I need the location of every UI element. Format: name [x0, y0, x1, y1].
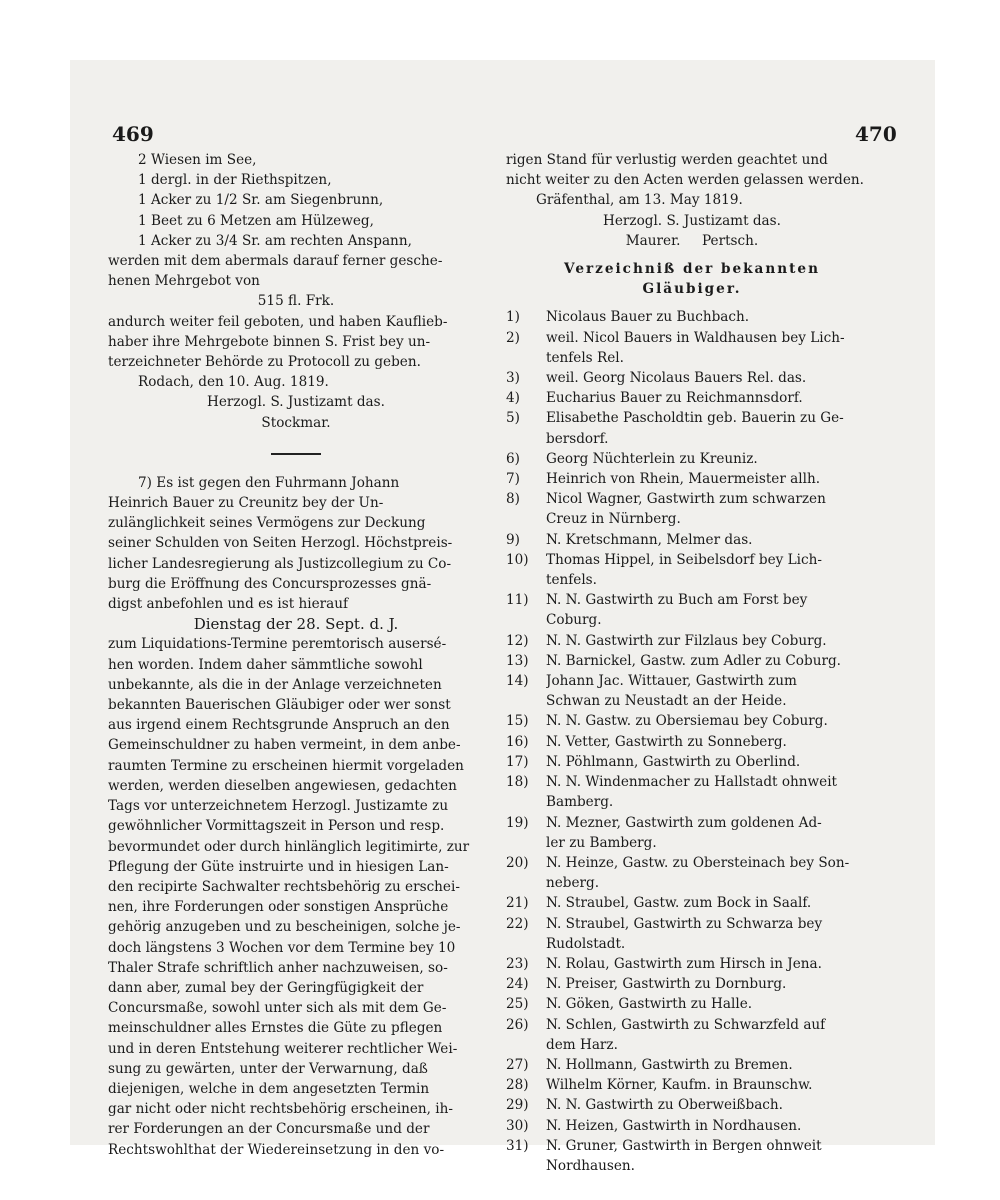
- creditor-number: 26): [506, 1016, 529, 1033]
- creditor-text: [546, 711, 878, 731]
- page-number-left: 469: [112, 122, 154, 146]
- para-line: burg die Eröffnung des Concursprozesses gnä-: [108, 575, 432, 592]
- para-line: gehörig anzugeben und zu bescheinigen, solche je-: [108, 919, 461, 936]
- creditor-line: neberg.: [546, 875, 600, 892]
- para-line: sung zu gewärten, unter der Verwarnung, daß: [108, 1060, 428, 1077]
- creditor-number: 19): [506, 814, 529, 831]
- para-line: den recipirte Sachwalter rechtsbehörig zu erschei-: [108, 878, 460, 895]
- creditor-text: [546, 752, 878, 772]
- para-line: aus irgend einem Rechtsgrunde Anspruch an den: [108, 717, 450, 734]
- signatures: Maurer. Pertsch.: [625, 232, 759, 249]
- parcel-list: [108, 150, 484, 251]
- para-line: Gemeinschuldner zu haben vermeint, in dem anbe-: [108, 737, 461, 754]
- creditor-number: 8): [506, 491, 520, 508]
- creditor-text: [546, 813, 878, 853]
- creditor-number: 11): [506, 592, 529, 609]
- creditor-entry: [506, 853, 878, 893]
- creditor-number: 30): [506, 1117, 529, 1134]
- creditor-entry: [506, 711, 878, 731]
- creditor-text: [546, 954, 878, 974]
- creditor-line: N. Kretschmann, Melmer das.: [546, 531, 753, 548]
- creditor-text: [546, 408, 878, 448]
- para-line: bekannten Bauerischen Gläubiger oder wer sonst: [108, 697, 451, 714]
- creditor-text: [546, 388, 878, 408]
- creditor-line: Schwan zu Neustadt an der Heide.: [546, 693, 787, 710]
- creditor-number: 14): [506, 673, 529, 690]
- creditor-number: 6): [506, 450, 520, 467]
- creditor-line: Nicol Wagner, Gastwirth zum schwarzen: [546, 491, 826, 508]
- creditor-line: weil. Nicol Bauers in Waldhausen bey Lich-: [546, 329, 845, 346]
- creditor-number: 5): [506, 410, 520, 427]
- creditor-number: 31): [506, 1137, 529, 1154]
- amount: 515 fl. Frk.: [257, 293, 335, 310]
- creditor-text: [546, 449, 878, 469]
- creditor-number: 15): [506, 713, 529, 730]
- creditor-entry: [506, 530, 878, 550]
- creditor-line: N. N. Gastw. zu Obersiemau bey Coburg.: [546, 713, 828, 730]
- list-heading-sub: Gläubiger.: [642, 281, 742, 298]
- creditor-entry: [506, 954, 878, 974]
- creditor-text: [546, 853, 878, 893]
- creditor-number: 1): [506, 309, 520, 326]
- creditor-line: N. Hollmann, Gastwirth zu Bremen.: [546, 1056, 793, 1073]
- creditor-text: [546, 1075, 878, 1095]
- text-line: henen Mehrgebot von: [108, 273, 260, 290]
- creditor-entry: [506, 772, 878, 812]
- creditor-line: Georg Nüchterlein zu Kreuniz.: [546, 450, 758, 467]
- creditor-number: 23): [506, 955, 529, 972]
- creditor-line: Nicolaus Bauer zu Buchbach.: [546, 309, 750, 326]
- creditor-line: N. Rolau, Gastwirth zum Hirsch in Jena.: [546, 955, 822, 972]
- creditor-line: Nordhausen.: [546, 1157, 635, 1174]
- creditor-number: 17): [506, 753, 529, 770]
- creditor-line: weil. Georg Nicolaus Bauers Rel. das.: [546, 370, 807, 387]
- creditor-line: N. Straubel, Gastw. zum Bock in Saalf.: [546, 895, 812, 912]
- date-line: Dienstag der 28. Sept. d. J.: [193, 615, 399, 634]
- creditor-entry: [506, 307, 878, 327]
- right-column: [506, 150, 878, 1176]
- para-line: diejenigen, welche in dem angesetzten Termin: [108, 1080, 430, 1097]
- parcel-line: 1 Acker zu 1/2 Sr. am Siegenbrunn,: [138, 192, 384, 209]
- creditor-text: [546, 772, 878, 812]
- creditor-text: [546, 590, 878, 630]
- creditor-list: [506, 307, 878, 1176]
- parcel-line: 2 Wiesen im See,: [138, 152, 257, 168]
- creditor-text: [546, 994, 878, 1014]
- creditor-line: Thomas Hippel, in Seibelsdorf bey Lich-: [546, 551, 822, 568]
- creditor-entry: [506, 994, 878, 1014]
- creditor-line: bersdorf.: [546, 430, 609, 447]
- creditor-line: N. Barnickel, Gastw. zum Adler zu Coburg.: [546, 652, 841, 669]
- creditor-number: 16): [506, 733, 529, 750]
- creditor-entry: [506, 489, 878, 529]
- creditor-entry: [506, 590, 878, 630]
- creditor-number: 2): [506, 329, 520, 346]
- creditor-text: [546, 1015, 878, 1055]
- creditor-line: dem Harz.: [546, 1036, 618, 1053]
- creditor-line: Eucharius Bauer zu Reichmannsdorf.: [546, 390, 803, 407]
- text-line: nicht weiter zu den Acten werden gelassen werden.: [506, 172, 864, 189]
- section-divider: [271, 453, 321, 455]
- creditor-text: [546, 732, 878, 752]
- creditor-line: Bamberg.: [546, 794, 614, 811]
- para-line: Thaler Strafe schriftlich anher nachzuweisen, so-: [108, 959, 448, 976]
- creditor-number: 24): [506, 976, 529, 993]
- creditor-line: N. Vetter, Gastwirth zu Sonneberg.: [546, 733, 787, 750]
- parcel-line: 1 dergl. in der Riethspitzen,: [138, 172, 332, 189]
- creditor-line: N. N. Windenmacher zu Hallstadt ohnweit: [546, 774, 838, 791]
- creditor-line: N. N. Gastwirth zur Filzlaus bey Coburg.: [546, 632, 827, 649]
- creditor-line: N. N. Gastwirth zu Oberweißbach.: [546, 1097, 783, 1114]
- creditor-line: Wilhelm Körner, Kaufm. in Braunschw.: [546, 1077, 813, 1094]
- creditor-text: [546, 1055, 878, 1075]
- para-line: Pflegung der Güte instruirte und in hiesigen Lan-: [108, 858, 449, 875]
- creditor-number: 12): [506, 632, 529, 649]
- text-line: andurch weiter feil geboten, und haben Kauflieb-: [108, 313, 448, 330]
- para-line: rer Forderungen an der Concursmaße und der: [108, 1121, 430, 1138]
- creditor-number: 10): [506, 551, 529, 568]
- creditor-entry: [506, 449, 878, 469]
- para-line: seiner Schulden von Seiten Herzogl. Höchstpreis-: [108, 535, 453, 552]
- parcel-line: 1 Acker zu 3/4 Sr. am rechten Anspann,: [138, 232, 412, 249]
- para-line: werden, werden dieselben angewiesen, gedachten: [108, 777, 457, 794]
- creditor-entry: [506, 1015, 878, 1055]
- creditor-number: 13): [506, 652, 529, 669]
- creditor-number: 25): [506, 996, 529, 1013]
- creditor-text: [546, 1136, 878, 1176]
- creditor-entry: [506, 328, 878, 368]
- text-line: rigen Stand für verlustig werden geachtet und: [506, 152, 828, 168]
- text-line: haber ihre Mehrgebote binnen S. Frist bey un-: [108, 333, 431, 350]
- creditor-number: 21): [506, 895, 529, 912]
- creditor-text: [546, 1095, 878, 1115]
- authority: Herzogl. S. Justizamt das.: [603, 212, 781, 229]
- creditor-text: [546, 651, 878, 671]
- creditor-line: N. Mezner, Gastwirth zum goldenen Ad-: [546, 814, 822, 831]
- creditor-line: Johann Jac. Wittauer, Gastwirth zum: [546, 673, 797, 690]
- creditor-number: 27): [506, 1056, 529, 1073]
- creditor-line: N. Straubel, Gastwirth zu Schwarza bey: [546, 915, 823, 932]
- signature: Stockmar.: [261, 414, 331, 431]
- para-line: Tags vor unterzeichnetem Herzogl. Justizamte zu: [108, 798, 449, 815]
- text-line: terzeichneter Behörde zu Protocoll zu geben.: [108, 354, 421, 371]
- creditor-text: [546, 550, 878, 590]
- creditor-number: 20): [506, 854, 529, 871]
- para-line: zum Liquidations-Termine peremtorisch ausersé-: [108, 636, 447, 653]
- creditor-line: Elisabethe Pascholdtin geb. Bauerin zu Ge-: [546, 410, 844, 427]
- para-line: dann aber, zumal bey der Geringfügigkeit der: [108, 979, 424, 996]
- page-number-right: 470: [855, 122, 897, 146]
- para-line: gar nicht oder nicht rechtsbehörig erscheinen, ih-: [108, 1101, 453, 1118]
- para-line: nen, ihre Forderungen oder sonstigen Ansprüche: [108, 899, 449, 916]
- creditor-entry: [506, 732, 878, 752]
- creditor-entry: [506, 388, 878, 408]
- creditor-text: [546, 1116, 878, 1136]
- place-date: Gräfenthal, am 13. May 1819.: [536, 192, 743, 209]
- para-line: doch längstens 3 Wochen vor dem Termine bey 10: [108, 939, 456, 956]
- creditor-line: N. Heinze, Gastw. zu Obersteinach bey Son-: [546, 854, 850, 871]
- creditor-entry: [506, 651, 878, 671]
- para-line: gewöhnlicher Vormittagszeit in Person und resp.: [108, 818, 445, 835]
- creditor-text: [546, 469, 878, 489]
- creditor-text: [546, 489, 878, 529]
- creditor-entry: [506, 368, 878, 388]
- list-heading: Verzeichniß der bekannten: [564, 261, 820, 278]
- creditor-line: N. Göken, Gastwirth zu Halle.: [546, 996, 753, 1013]
- para-line: Rechtswohlthat der Wiedereinsetzung in den vo-: [108, 1141, 445, 1158]
- creditor-entry: [506, 813, 878, 853]
- creditor-entry: [506, 631, 878, 651]
- creditor-entry: [506, 1055, 878, 1075]
- creditor-text: [546, 914, 878, 954]
- creditor-entry: [506, 1136, 878, 1176]
- creditor-entry: [506, 1095, 878, 1115]
- para-line: und in deren Entstehung weiterer rechtlicher Wei-: [108, 1040, 458, 1057]
- para-line: digst anbefohlen und es ist hierauf: [108, 596, 349, 613]
- creditor-line: tenfels Rel.: [546, 349, 624, 366]
- creditor-line: Creuz in Nürnberg.: [546, 511, 681, 528]
- creditor-line: N. Gruner, Gastwirth in Bergen ohnweit: [546, 1137, 822, 1154]
- authority: Herzogl. S. Justizamt das.: [207, 394, 385, 411]
- para-line: 7) Es ist gegen den Fuhrmann Johann: [138, 474, 400, 491]
- creditor-line: ler zu Bamberg.: [546, 834, 657, 851]
- creditor-text: [546, 893, 878, 913]
- text-line: werden mit dem abermals darauf ferner gesche-: [108, 253, 443, 270]
- creditor-text: [546, 530, 878, 550]
- creditor-number: 22): [506, 915, 529, 932]
- creditor-line: Coburg.: [546, 612, 602, 629]
- para-line: hen worden. Indem daher sämmtliche sowohl: [108, 656, 423, 673]
- creditor-line: N. Heizen, Gastwirth in Nordhausen.: [546, 1117, 802, 1134]
- creditor-number: 9): [506, 531, 520, 548]
- para-line: licher Landesregierung als Justizcollegium zu Co-: [108, 555, 452, 572]
- creditor-line: N. Pöhlmann, Gastwirth zu Oberlind.: [546, 753, 801, 770]
- creditor-text: [546, 328, 878, 368]
- creditor-number: 7): [506, 471, 520, 488]
- left-column: [108, 150, 484, 1160]
- para-line: unbekannte, als die in der Anlage verzeichneten: [108, 676, 442, 693]
- para-line: raumten Termine zu erscheinen hiermit vorgeladen: [108, 757, 464, 774]
- creditor-entry: [506, 550, 878, 590]
- creditor-text: [546, 671, 878, 711]
- creditor-entry: [506, 893, 878, 913]
- creditor-text: [546, 368, 878, 388]
- creditor-entry: [506, 671, 878, 711]
- creditor-number: 4): [506, 390, 520, 407]
- parcel-line: 1 Beet zu 6 Metzen am Hülzeweg,: [138, 212, 374, 229]
- creditor-line: N. N. Gastwirth zu Buch am Forst bey: [546, 592, 808, 609]
- creditor-entry: [506, 752, 878, 772]
- creditor-text: [546, 307, 878, 327]
- para-line: Concursmaße, sowohl unter sich als mit dem Ge-: [108, 1000, 447, 1017]
- creditor-number: 18): [506, 774, 529, 791]
- para-line: meinschuldner alles Ernstes die Güte zu pflegen: [108, 1020, 443, 1037]
- creditor-entry: [506, 974, 878, 994]
- creditor-text: [546, 974, 878, 994]
- creditor-number: 29): [506, 1097, 529, 1114]
- creditor-line: N. Preiser, Gastwirth zu Dornburg.: [546, 976, 787, 993]
- creditor-entry: [506, 408, 878, 448]
- creditor-entry: [506, 1116, 878, 1136]
- para-line: bevormundet oder durch hinlänglich legitimirte, zur: [108, 838, 470, 855]
- creditor-entry: [506, 469, 878, 489]
- creditor-text: [546, 631, 878, 651]
- para-line: zulänglichkeit seines Vermögens zur Deckung: [108, 515, 426, 532]
- creditor-number: 3): [506, 370, 520, 387]
- creditor-line: tenfels.: [546, 572, 597, 589]
- creditor-entry: [506, 914, 878, 954]
- creditor-line: Rudolstadt.: [546, 935, 626, 952]
- creditor-line: Heinrich von Rhein, Mauermeister allh.: [546, 471, 821, 488]
- creditor-number: 28): [506, 1077, 529, 1094]
- creditor-entry: [506, 1075, 878, 1095]
- para-line: Heinrich Bauer zu Creunitz bey der Un-: [108, 495, 384, 512]
- place-date: Rodach, den 10. Aug. 1819.: [138, 374, 329, 391]
- creditor-line: N. Schlen, Gastwirth zu Schwarzfeld auf: [546, 1016, 826, 1033]
